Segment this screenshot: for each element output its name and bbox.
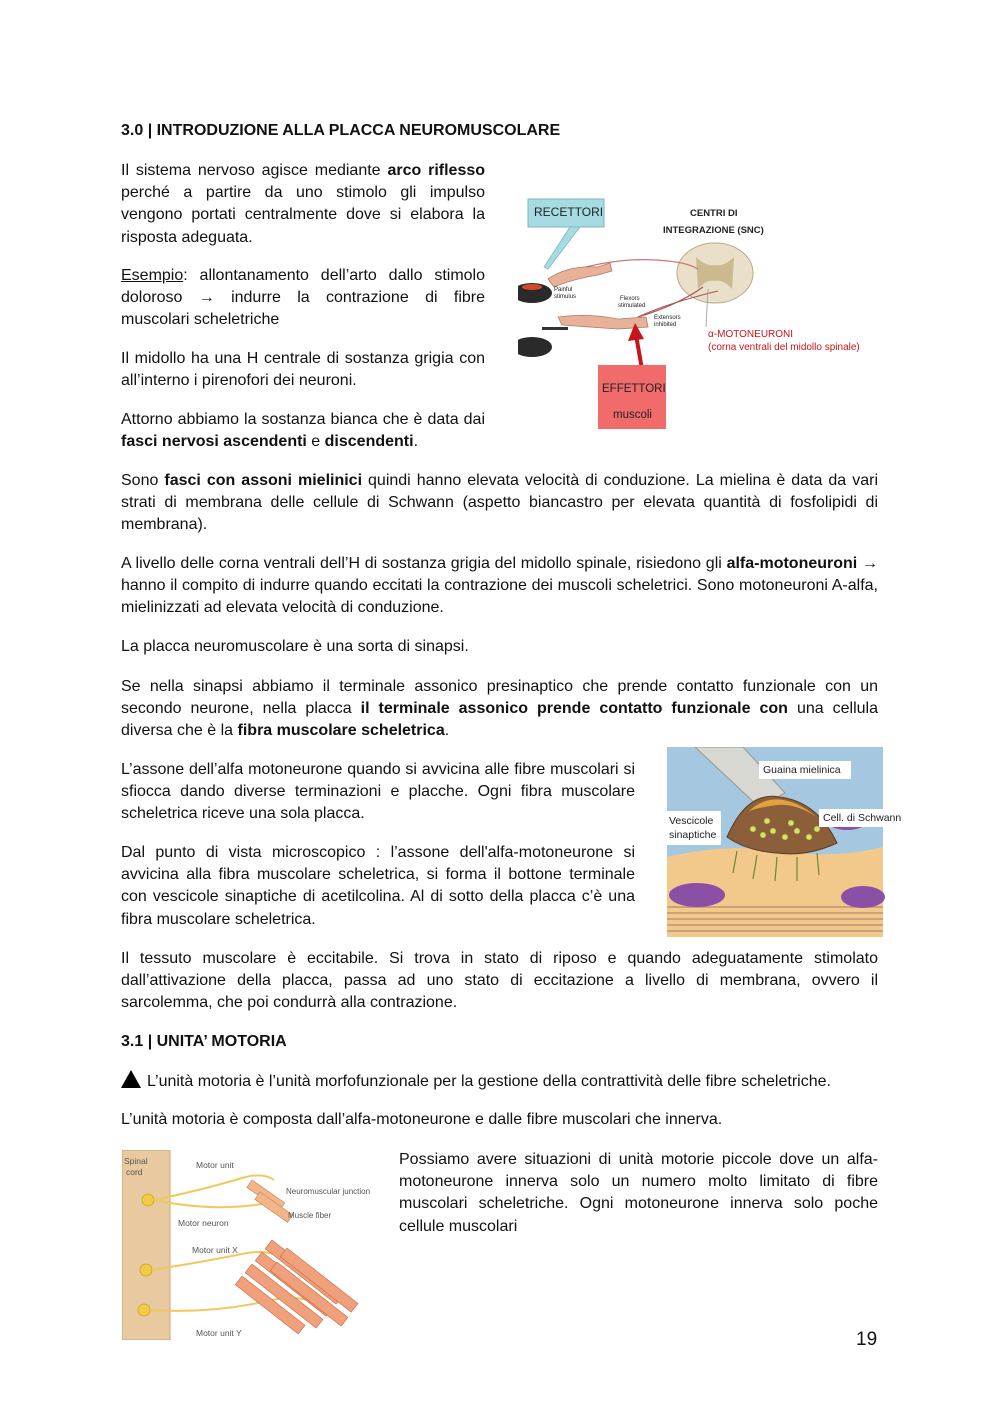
paragraph-assoni-mielinici: Sono fasci con assoni mielinici quindi hanno elevata velocità di conduzione. La mielina è data da vari strati di membrana delle cellule di Schwann (aspetto biancastro per elevata quantità di fosfolipidi di membrana). bbox=[121, 472, 878, 534]
paragraph-esempio: Esempio: allontanamento dell’arto dallo stimolo doloroso → indurre la contrazione di fibre muscolari scheletriche bbox=[121, 267, 485, 329]
extensors-label-1: Extensors bbox=[654, 315, 681, 321]
spinal-cord-label-1: Spinal bbox=[124, 1156, 148, 1166]
centri-label-1: CENTRI DI bbox=[690, 208, 738, 219]
paragraph-assone-sfiocca: L’assone dell’alfa motoneurone quando si avvicina alle fibre muscolari si sfiocca dando diverse terminazioni e placche. Ogni fibra muscolare scheletrica riceve una sola placca. bbox=[121, 761, 635, 823]
paragraph-unita-motoria-composizione: L’unità motoria è composta dall’alfa-motoneurone e dalle fibre muscolari che innerva. bbox=[121, 1111, 723, 1128]
paragraph-unita-motorie-piccole: Possiamo avere situazioni di unità motorie piccole dove un alfa-motoneurone innerva solo un numero molto limitato di fibre muscolari scheletriche. Ogni motoneurone innerva solo poche cellule muscolari bbox=[399, 1151, 878, 1235]
paragraph-alfa-motoneuroni: A livello delle corna ventrali dell’H di sostanza grigia del midollo spinale, risiedono gli alfa-motoneuroni → hanno il compito di indurre quando eccitati la contrazione dei muscoli scheletrici. Sono motoneuroni A-alfa, mielinizzati ad elevata velocità di conduzione. bbox=[121, 555, 878, 617]
centri-label-2: INTEGRAZIONE (SNC) bbox=[663, 225, 764, 236]
effettori-label-2: muscoli bbox=[613, 409, 652, 421]
motor-unit-figure bbox=[122, 1150, 382, 1340]
paragraph-terminale-assonico: Se nella sinapsi abbiamo il terminale assonico presinaptico che prende contatto funzionale con un secondo neurone, nella placca il terminale assonico prende contatto funzionale con una cellula diversa che è la fibra muscolare scheletrica. bbox=[121, 678, 878, 740]
motor-unit-label: Motor unit bbox=[196, 1160, 234, 1170]
muscle-fiber-label: Muscle fiber bbox=[288, 1211, 332, 1220]
schwann-label: Cell. di Schwann bbox=[823, 812, 902, 824]
reflex-arc-figure bbox=[518, 195, 880, 435]
motoneuroni-label-1: α-MOTONEURONI bbox=[708, 329, 794, 340]
paragraph-tessuto-muscolare: Il tessuto muscolare è eccitabile. Si trova in stato di riposo e quando adeguatamente stimolato dall’attivazione della placca, passa ad uno stato di eccitazione a livello di membrana, ovvero il sarcolemma, che poi condurrà alla contrazione. bbox=[121, 950, 878, 1012]
section-heading-3-0: 3.0 | INTRODUZIONE ALLA PLACCA NEUROMUSCOLARE bbox=[121, 122, 561, 139]
nmj-label: Neuromuscular junction bbox=[286, 1187, 371, 1196]
flexors-label-2: stimulated bbox=[618, 303, 646, 309]
motor-unit-diagram bbox=[122, 1150, 382, 1340]
stove-lower bbox=[518, 337, 552, 357]
recettori-pointer bbox=[544, 227, 580, 269]
guaina-label: Guaina mielinica bbox=[763, 764, 841, 776]
warning-line bbox=[121, 1070, 878, 1093]
paragraph-midollo: Il midollo ha una H centrale di sostanza grigia con all’interno i pirenofori dei neuroni. bbox=[121, 350, 485, 390]
vescicole-label-2: sinaptiche bbox=[669, 829, 717, 841]
mitochondrion-2 bbox=[841, 886, 885, 908]
paragraph-sostanza-bianca: Attorno abbiamo la sostanza bianca che è data dai fasci nervosi ascendenti e discendenti. bbox=[121, 411, 485, 451]
spinal-cord-label-2: cord bbox=[126, 1167, 143, 1177]
muscle-fiber-bundle bbox=[235, 1240, 358, 1334]
mitochondrion-1 bbox=[669, 883, 725, 907]
pan-handle bbox=[542, 327, 568, 330]
page-number: 19 bbox=[856, 1329, 878, 1350]
painful-label-1: Painful bbox=[554, 287, 573, 293]
painful-label-2: stimulus bbox=[554, 294, 577, 300]
vescicole-label-1: Vescicole bbox=[669, 815, 714, 827]
paragraph-arco-riflesso: Il sistema nervoso agisce mediante arco riflesso perché a partire da uno stimolo gli impulso vengono portati centralmente dove si elabora la risposta adeguata. bbox=[121, 162, 486, 246]
motor-neuron-label: Motor neuron bbox=[178, 1218, 229, 1228]
stove-flame-upper bbox=[522, 284, 542, 290]
section-heading-3-1: 3.1 | UNITA’ MOTORIA bbox=[121, 1033, 287, 1050]
extensors-label-2: inhibited bbox=[654, 322, 677, 328]
arm-upper bbox=[548, 263, 612, 287]
paragraph-microscopico: Dal punto di vista microscopico : l’assone dell'alfa-motoneurone si avvicina alla fibra muscolare scheletrica, si forma il bottone terminale con vescicole sinaptiche di acetilcolina. Al di sotto della placca c’è una fibra muscolare scheletrica. bbox=[121, 844, 635, 928]
motor-unit-y-label: Motor unit Y bbox=[196, 1328, 242, 1338]
motoneuroni-label-2: (corna ventrali del midollo spinale) bbox=[708, 342, 860, 353]
neuromuscular-junction-figure bbox=[667, 747, 905, 937]
black-triangle-icon bbox=[121, 1070, 141, 1088]
paragraph-unita-motoria-definizione: L’unità motoria è l’unità morfofunzionale per la gestione della contrattività delle fibre scheletriche. bbox=[147, 1073, 831, 1090]
effettori-label-1: EFFETTORI bbox=[602, 383, 666, 395]
recettori-label: RECETTORI bbox=[534, 205, 604, 219]
flexors-label-1: Flexors bbox=[620, 296, 640, 302]
motor-unit-x-label: Motor unit X bbox=[192, 1245, 238, 1255]
paragraph-placca-sinapsi: La placca neuromuscolare è una sorta di sinapsi. bbox=[121, 638, 469, 655]
